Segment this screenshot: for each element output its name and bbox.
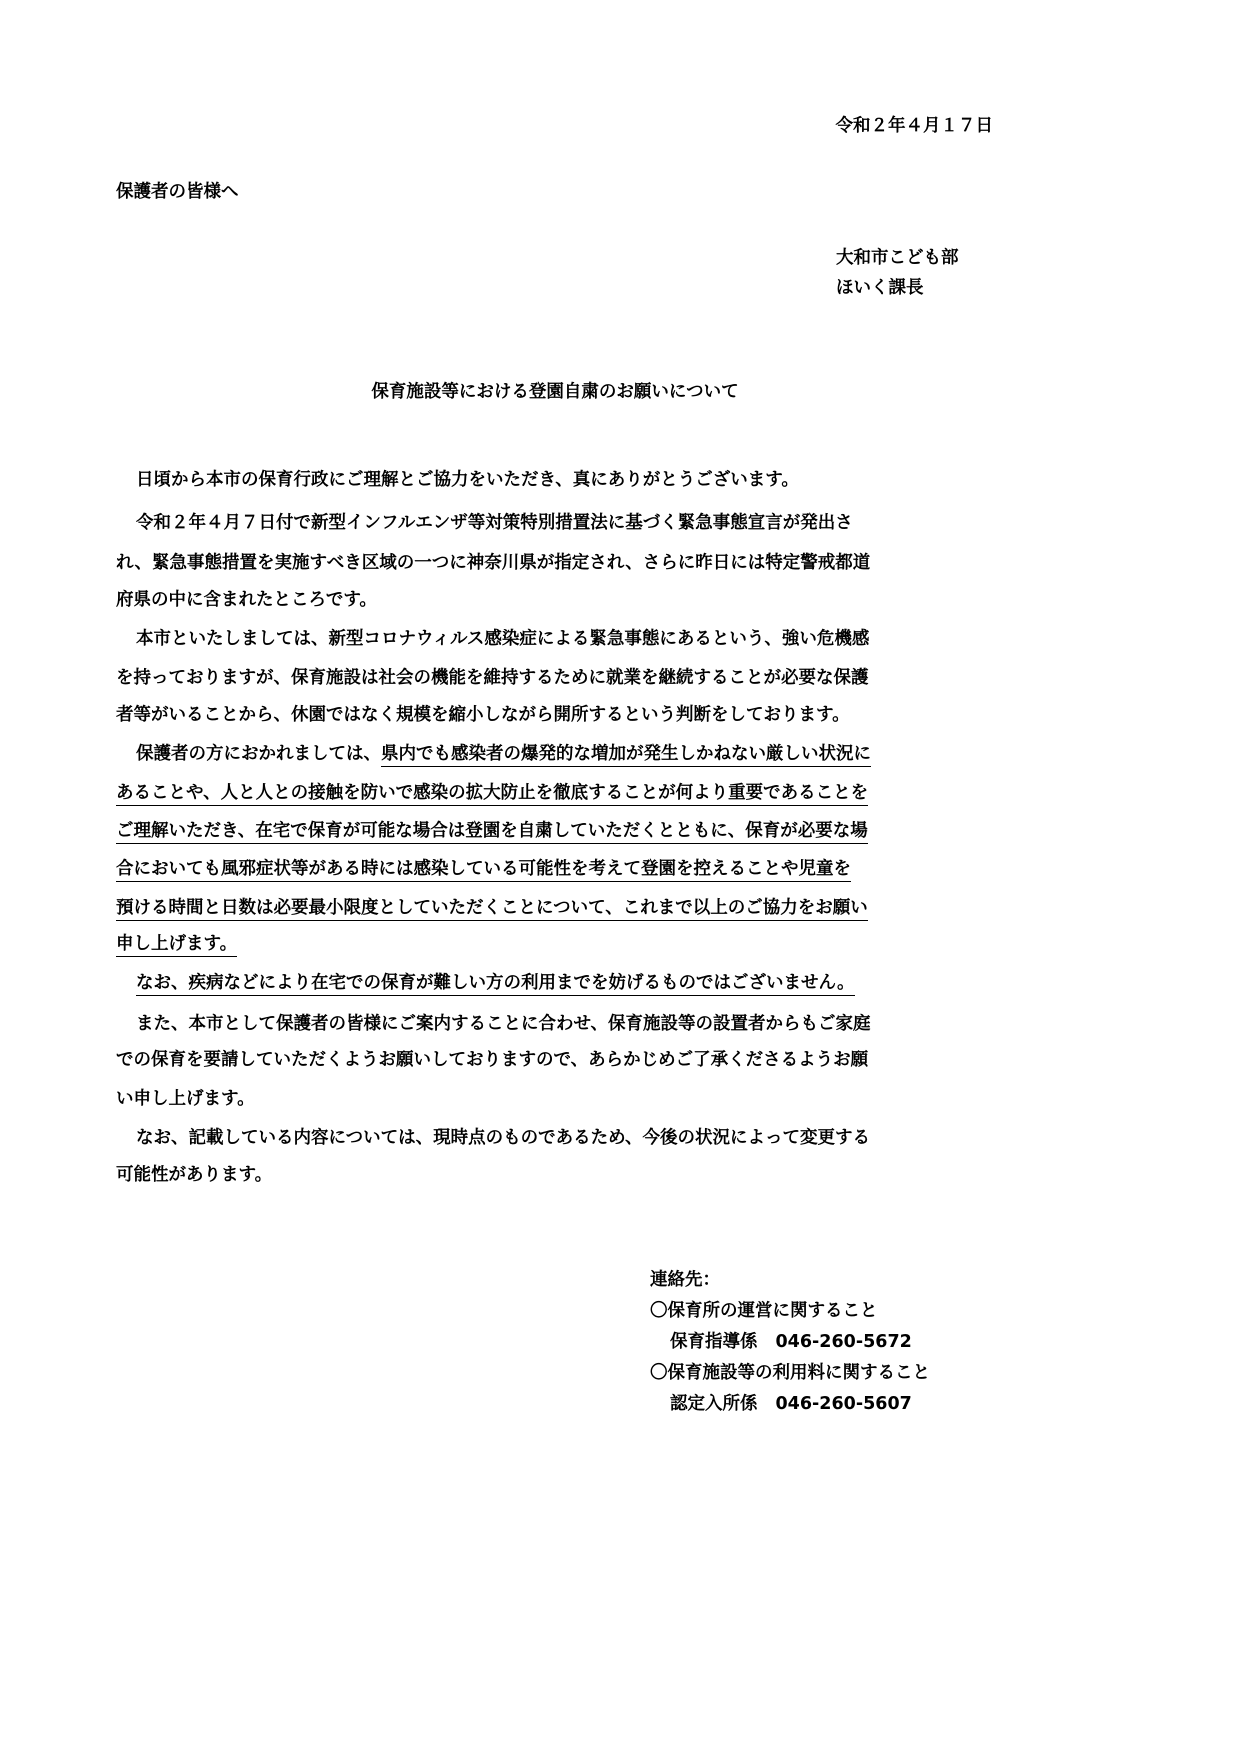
body-line: い申し上げます。 [116,1089,255,1109]
body-line: 本市といたしましては、新型コロナウィルス感染症による緊急事態にあるという、強い危機感 [136,629,870,649]
body-line [116,855,994,885]
sender-organization: 大和市こども部 [836,248,959,268]
body-line: を持っておりますが、保育施設は社会の機能を維持するために就業を継続することが必要な保護 [116,668,869,688]
underlined-text: 県内でも感染者の爆発的な増加が発生しかねない厳しい状況に [381,744,871,767]
underlined-text: 合においても風邪症状等がある時には感染している可能性を考えて登園を控えることや児童を [116,859,851,882]
body-line [116,740,994,770]
underlined-text: なお、疾病などにより在宅での保育が難しい方の利用までを妨げるものではございません。 [136,973,855,996]
salutation: 保護者の皆様へ [116,182,239,202]
contact-heading: 連絡先： [650,1270,720,1290]
contact-operations-line [650,1327,930,1358]
body-text-segment: 保護者の方におかれましては、 [136,744,381,764]
document-date: 令和２年４月１７日 [835,116,993,136]
document-title: 保育施設等における登園自粛のお願いについて [371,382,739,402]
body-line: 府県の中に含まれたところです。 [116,590,377,610]
body-line: 可能性があります。 [116,1165,273,1185]
contact-phone: 046-260-5672 [775,1332,912,1352]
body-line [116,779,994,809]
underlined-text: ご理解いただき、在宅で保育が可能な場合は登園を自粛していただくとともに、保育が必要な場 [116,821,868,844]
contact-phone: 046-260-5607 [775,1394,912,1414]
body-line: なお、記載している内容については、現時点のものであるため、今後の状況によって変更する [136,1128,870,1148]
contact-department: 保育指導係 [670,1332,758,1352]
contact-block [650,1265,930,1420]
contact-department: 認定入所係 [670,1394,758,1414]
body-line [116,930,994,960]
sender-title: ほいく課長 [836,278,924,298]
body-line: 日頃から本市の保育行政にご理解とご協力をいただき、真にありがとうございます。 [136,470,799,490]
body-line [116,969,994,999]
underlined-text: 申し上げます。 [116,934,237,957]
underlined-text: あることや、人と人との接触を防いで感染の拡大防止を徹底することが何より重要であることを [116,783,868,806]
body-line: 令和２年４月７日付で新型インフルエンザ等対策特別措置法に基づく緊急事態宣言が発出さ [136,513,853,533]
body-line: また、本市として保護者の皆様にご案内することに合わせ、保育施設等の設置者からもご家庭 [136,1014,871,1034]
contact-fees-line [650,1389,930,1420]
body-line [116,817,994,847]
body-line: れ、緊急事態措置を実施すべき区域の一つに神奈川県が指定され、さらに昨日には特定警戒都道 [116,553,871,573]
sender-block [836,243,959,303]
body-line: 者等がいることから、休園ではなく規模を縮小しながら開所するという判断をしております。 [116,705,850,725]
body-line: での保育を要請していただくようお願いしておりますので、あらかじめご了承くださるようお願 [116,1050,869,1070]
underlined-text: 預ける時間と日数は必要最小限度としていただくことについて、これまで以上のご協力をお願い [116,898,868,921]
contact-item-operations: 〇保育所の運営に関すること [650,1301,878,1321]
contact-item-fees: 〇保育施設等の利用料に関すること [650,1363,930,1383]
body-line [116,894,994,924]
